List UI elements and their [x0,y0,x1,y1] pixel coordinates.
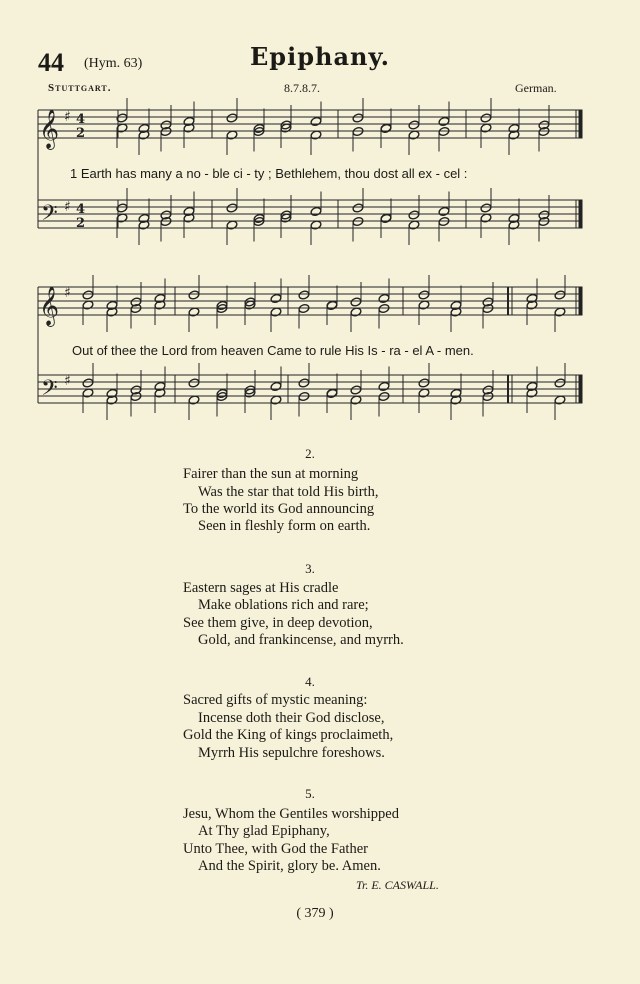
svg-text:𝄞: 𝄞 [39,286,60,326]
hymn-number: 44 [38,48,64,77]
svg-text:𝄢: 𝄢 [41,376,58,406]
svg-text:4: 4 [76,202,86,217]
verse-line: Jesu, Whom the Gentiles worshipped [183,806,399,822]
svg-text:♯: ♯ [64,285,71,301]
tune-origin: German. [515,81,557,95]
page-number: ( 379 ) [296,906,334,921]
verse-line: Unto Thee, with God the Father [183,841,368,857]
verse-line: To the world its God announcing [183,501,375,517]
verse-line: Was the star that told His birth, [198,484,379,500]
verse-number: 4. [305,674,315,689]
svg-text:4: 4 [76,112,86,127]
meter: 8.7.8.7. [284,81,320,95]
tune-name: Stuttgart. [48,82,112,94]
hymn-title: Epiphany. [250,42,390,71]
verse-line: Gold, and frankincense, and myrrh. [198,632,404,648]
verse-number: 3. [305,561,315,576]
verse-line: Eastern sages at His cradle [183,580,339,596]
svg-text:2: 2 [76,216,86,231]
hymnal-reference: (Hym. 63) [84,56,143,71]
svg-text:♯: ♯ [64,373,71,389]
verse-line: At Thy glad Epiphany, [198,823,330,839]
verse-number: 5. [305,786,315,801]
verse-number: 2. [305,446,315,461]
verse-line: Incense doth their God disclose, [198,710,385,726]
svg-text:♯: ♯ [64,109,71,125]
verse-line: Myrrh His sepulchre foreshows. [198,745,385,761]
verse-line: Gold the King of kings proclaimeth, [183,727,394,743]
lyrics-line-1: 1 Earth has many a no - ble ci - ty ; Bethlehem, thou dost all ex - cel : [70,166,468,181]
verse-line: And the Spirit, glory be. Amen. [198,858,381,874]
verse-line: Fairer than the sun at morning [183,466,359,482]
svg-text:𝄞: 𝄞 [39,109,60,149]
verse-line: Sacred gifts of mystic meaning: [183,692,368,708]
verse-line: Make oblations rich and rare; [198,597,369,613]
svg-text:♯: ♯ [64,199,71,215]
lyrics-line-2: Out of thee the Lord from heaven Came to rule His Is - ra - el A - men. [72,343,474,358]
translator-credit: Tr. E. CASWALL. [356,878,439,892]
svg-text:2: 2 [76,126,86,141]
music-score [0,0,640,440]
verse-line: Seen in fleshly form on earth. [198,518,371,534]
svg-text:𝄢: 𝄢 [41,201,58,231]
verse-line: See them give, in deep devotion, [183,615,373,631]
